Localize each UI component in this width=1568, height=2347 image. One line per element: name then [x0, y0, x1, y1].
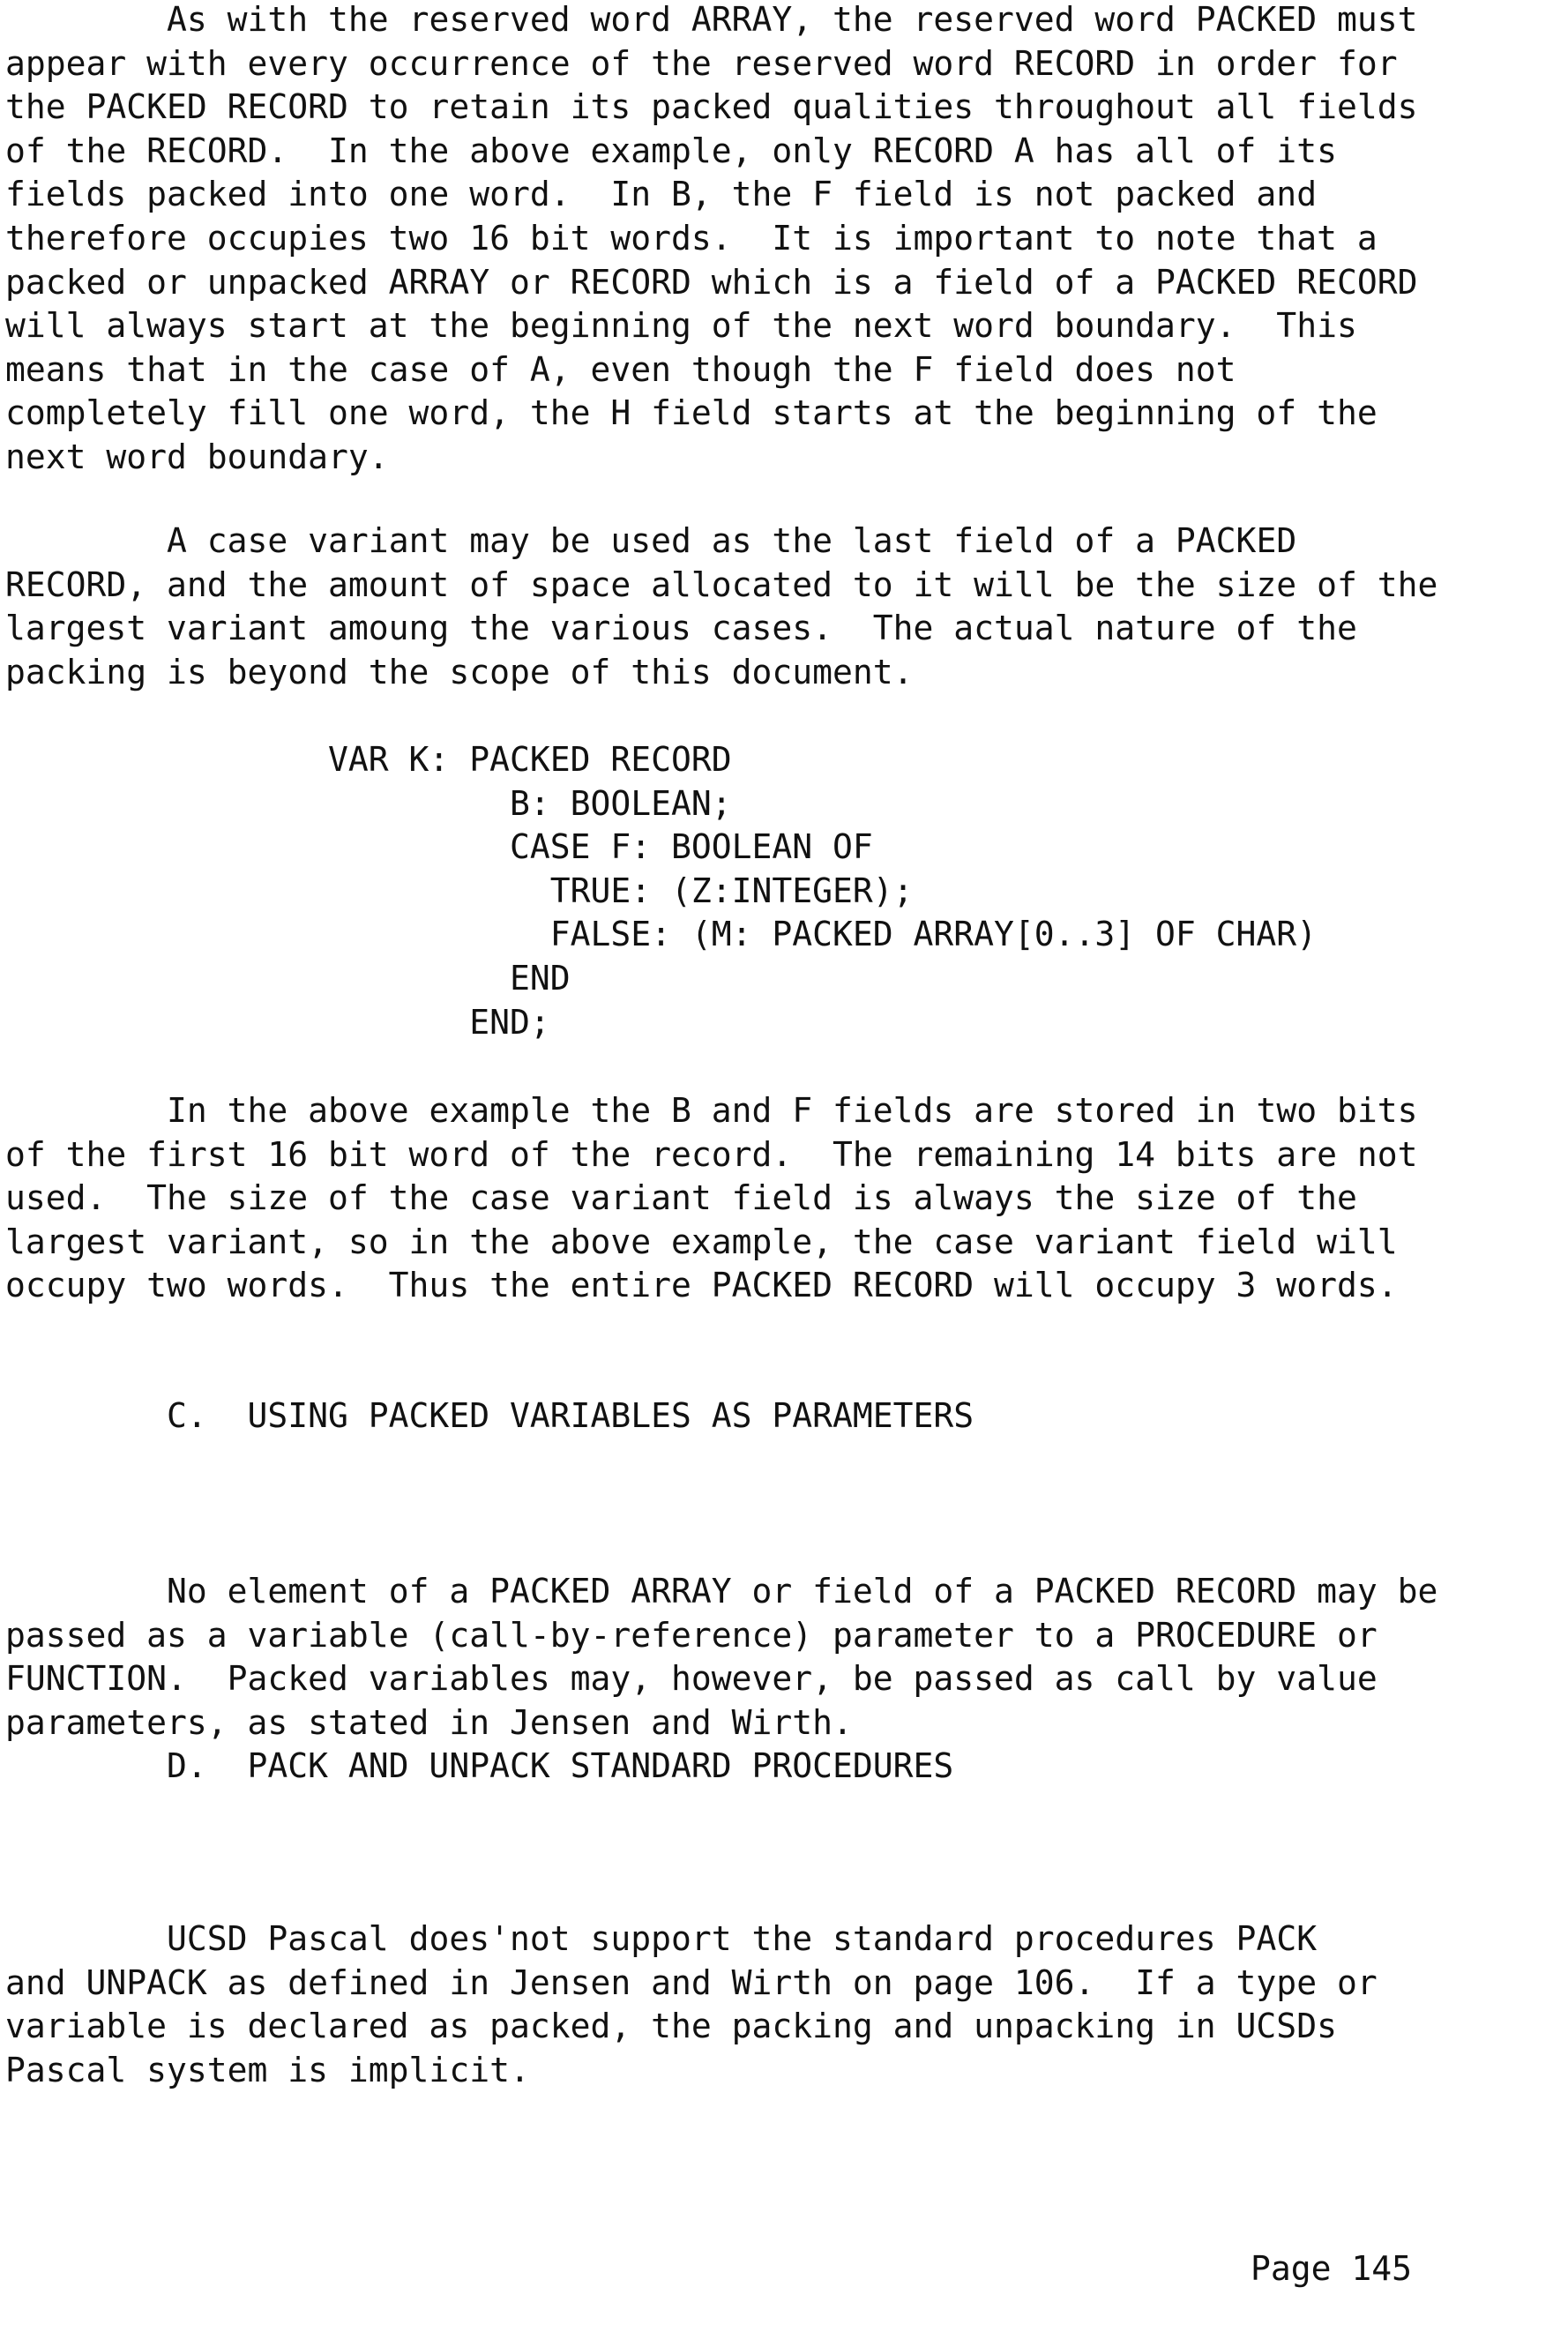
- paragraph-packed-record-fields: As with the reserved word ARRAY, the reserved word PACKED must appear with every occurrence of the reserved word RECORD in order for the PACKED RECORD to retain its packed qualities throughout all fields of the RECORD. In the above example, only RECORD A has all of its fields packed into one word. In B, the F field is not packed and therefore occupies two 16 bit words. It is important to note that a packed or unpacked ARRAY or RECORD which is a field of a PACKED RECORD will always start at the beginning of the next word boundary. This means that in the case of A, even though the F field does not completely fill one word, the H field starts at the beginning of the next word boundary.: [5, 0, 1418, 476]
- section-heading-d: D. PACK AND UNPACK STANDARD PROCEDURES: [5, 1746, 954, 1785]
- code-example-packed-record: VAR K: PACKED RECORD B: BOOLEAN; CASE F: BOOLEAN OF TRUE: (Z:INTEGER); FALSE: (M: PACKED ARRAY[0..3] OF CHAR) END END;: [328, 740, 1318, 1042]
- paragraph-case-variant: A case variant may be used as the last field of a PACKED RECORD, and the amount of space allocated to it will be the size of the largest variant amoung the various cases. The actual nature of the packing is beyond the scope of this document.: [5, 521, 1438, 691]
- paragraph-example-explanation: In the above example the B and F fields are stored in two bits of the first 16 bit word of the record. The remaining 14 bits are not used. The size of the case variant field is always the size of the largest variant, so in the above example, the case variant field will occupy two words. Thus the entire PACKED RECORD will occupy 3 words.: [5, 1091, 1418, 1305]
- section-heading-c: C. USING PACKED VARIABLES AS PARAMETERS: [5, 1396, 974, 1435]
- page-number: Page 145: [1251, 2249, 1413, 2288]
- paragraph-pack-unpack: UCSD Pascal does'not support the standard procedures PACK and UNPACK as defined in Jensen and Wirth on page 106. If a type or variable is declared as packed, the packing and unpacking in UCSDs Pascal system is implicit.: [5, 1919, 1378, 2089]
- paragraph-packed-parameters: No element of a PACKED ARRAY or field of a PACKED RECORD may be passed as a variable (call-by-reference) parameter to a PROCEDURE or FUNCTION. Packed variables may, however, be passed as call by value parameters, as stated in Jensen and Wirth.: [5, 1572, 1438, 1742]
